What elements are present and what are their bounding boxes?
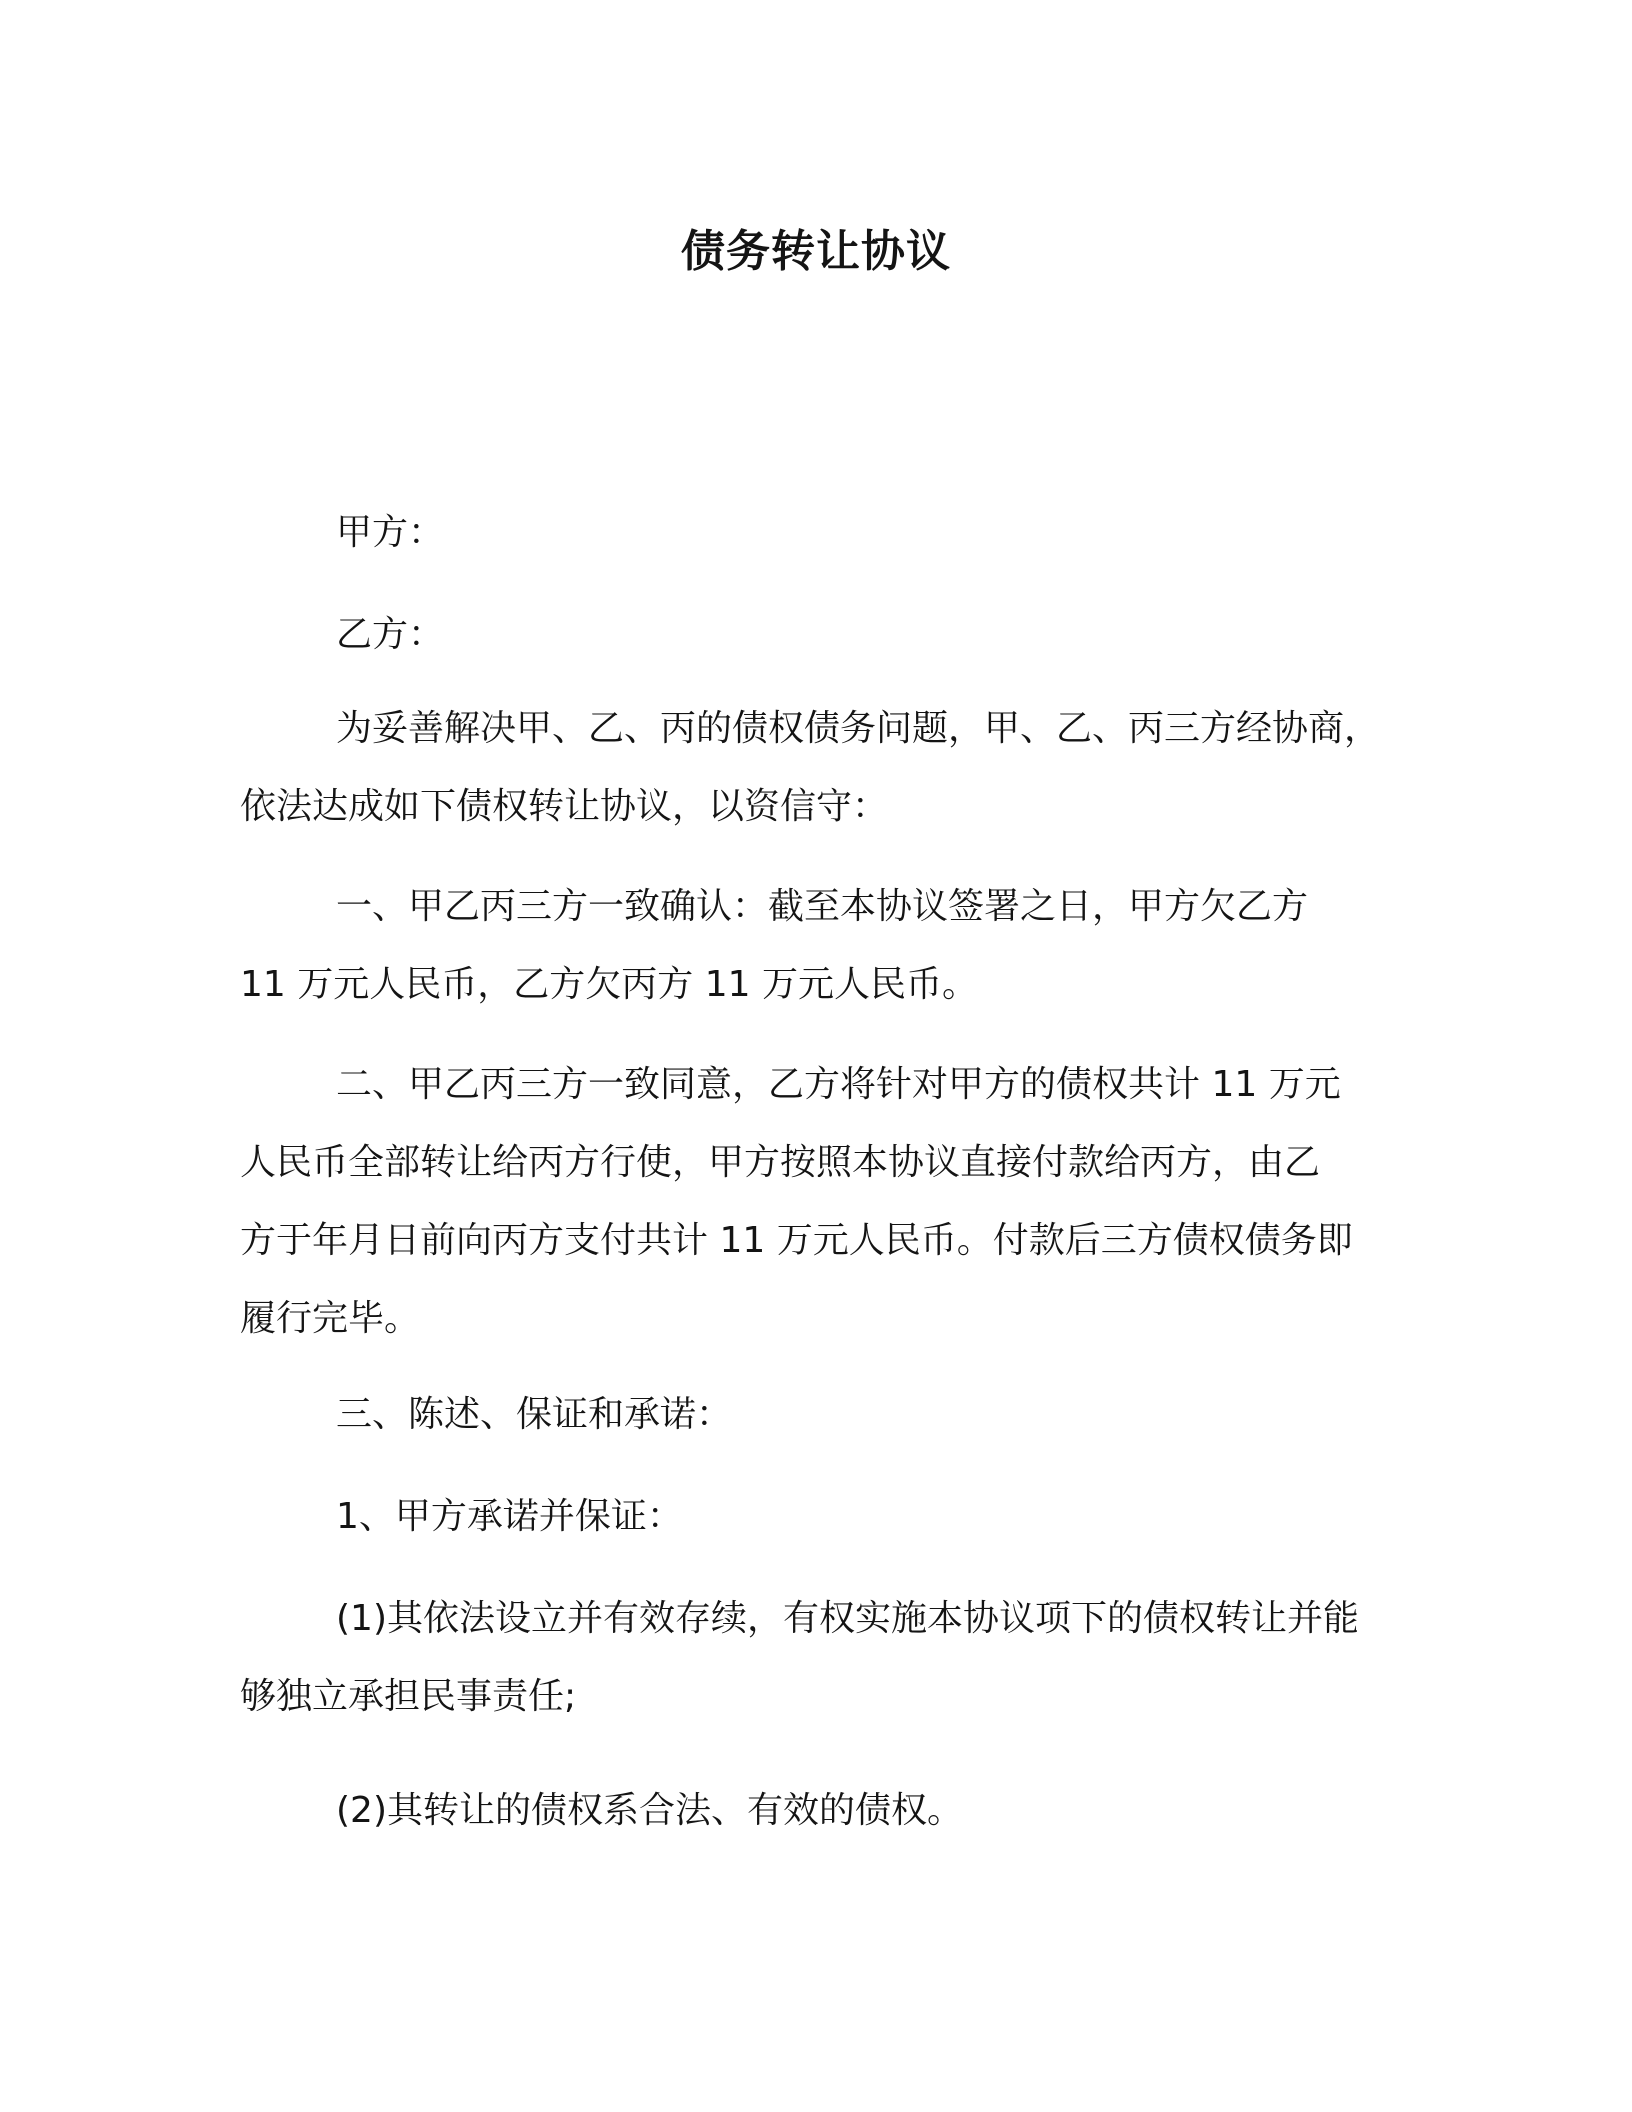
clause-2-line: 履行完毕。 <box>240 1298 421 1339</box>
clause-2-line: 方于年月日前向丙方支付共计 11 万元人民币。付款后三方债权债务即 <box>240 1220 1353 1261</box>
clause-3-item-1-line: (1)其依法设立并有效存续，有权实施本协议项下的债权转让并能 <box>336 1598 1359 1639</box>
clause-1-paragraph <box>240 868 1410 1024</box>
clause-2-paragraph <box>240 1046 1410 1358</box>
clause-3-heading-text: 三、陈述、保证和承诺： <box>336 1394 733 1435</box>
document-title: 债务转让协议 <box>681 226 951 277</box>
preamble-line: 依法达成如下债权转让协议，以资信守： <box>240 786 889 827</box>
party-b-label <box>240 596 1410 674</box>
clause-3-heading <box>240 1376 1410 1454</box>
clause-2-line: 二、甲乙丙三方一致同意，乙方将针对甲方的债权共计 11 万元 <box>336 1064 1341 1105</box>
clause-3-sub1-heading <box>240 1478 1410 1556</box>
clause-2-line: 人民币全部转让给丙方行使，甲方按照本协议直接付款给丙方，由乙 <box>240 1142 1321 1183</box>
clause-3-item-2 <box>240 1772 1410 1850</box>
clause-1-line: 11 万元人民币，乙方欠丙方 11 万元人民币。 <box>240 964 978 1005</box>
party-a-label <box>240 494 1410 572</box>
clause-3-item-2-text: (2)其转让的债权系合法、有效的债权。 <box>336 1790 963 1831</box>
clause-3-sub1-heading-text: 1、甲方承诺并保证： <box>336 1496 683 1537</box>
clause-1-line: 一、甲乙丙三方一致确认：截至本协议签署之日，甲方欠乙方 <box>336 886 1309 927</box>
party-b-text: 乙方： <box>336 614 445 655</box>
party-a-text: 甲方： <box>336 512 445 553</box>
clause-3-item-1-line: 够独立承担民事责任; <box>240 1676 577 1717</box>
preamble-line: 为妥善解决甲、乙、丙的债权债务问题，甲、乙、丙三方经协商， <box>336 708 1381 749</box>
preamble-paragraph <box>240 690 1410 846</box>
clause-3-item-1 <box>240 1580 1410 1736</box>
